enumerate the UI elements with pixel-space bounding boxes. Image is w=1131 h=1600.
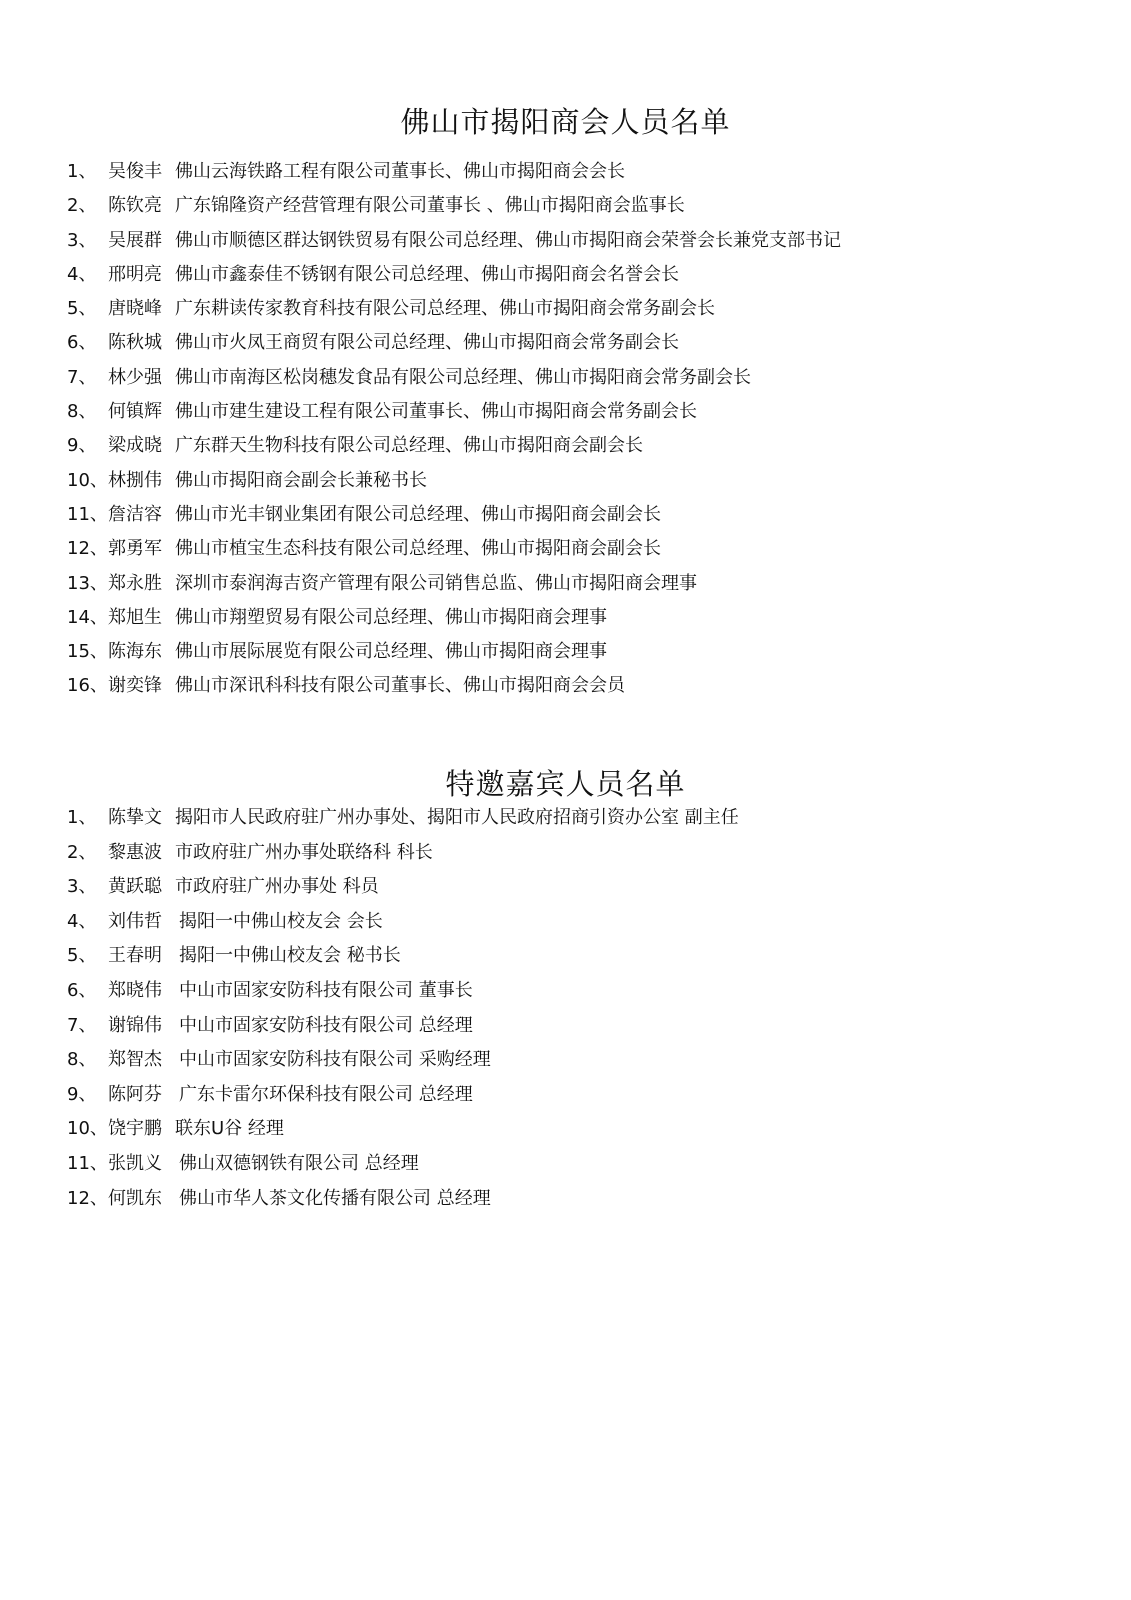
item-number: 5、 <box>67 298 97 320</box>
item-number: 12、 <box>67 538 108 560</box>
member-position: 深圳市泰润海吉资产管理有限公司销售总监、佛山市揭阳商会理事 <box>175 572 697 594</box>
member-name: 吴展群 <box>108 229 162 251</box>
member-name: 郭勇军 <box>108 538 162 560</box>
item-number: 1、 <box>67 807 97 828</box>
guest-name: 郑智杰 <box>108 1049 162 1071</box>
item-number: 7、 <box>67 366 97 388</box>
item-number: 6、 <box>67 332 97 354</box>
guest-position: 市政府驻广州办事处 科员 <box>175 876 379 898</box>
member-name: 谢奕锋 <box>108 675 162 697</box>
member-position: 佛山市翔塑贸易有限公司总经理、佛山市揭阳商会理事 <box>175 606 607 628</box>
guest-position: 佛山市华人茶文化传播有限公司 总经理 <box>179 1187 491 1209</box>
item-number: 2、 <box>67 841 97 863</box>
member-name: 吴俊丰 <box>108 161 162 182</box>
guest-list-title: 特邀嘉宾人员名单 <box>445 767 686 801</box>
member-position: 佛山市揭阳商会副会长兼秘书长 <box>175 469 427 491</box>
item-number: 1、 <box>67 161 97 182</box>
guest-position: 揭阳一中佛山校友会 秘书长 <box>179 945 401 967</box>
member-position: 佛山市南海区松岗穗发食品有限公司总经理、佛山市揭阳商会常务副会长 <box>175 366 751 388</box>
member-name: 詹洁容 <box>108 503 162 525</box>
guest-position: 揭阳市人民政府驻广州办事处、揭阳市人民政府招商引资办公室 副主任 <box>175 807 739 828</box>
member-name: 林少强 <box>108 366 162 388</box>
member-position: 广东锦隆资产经营管理有限公司董事长 、佛山市揭阳商会监事长 <box>175 195 685 217</box>
guest-position: 中山市固家安防科技有限公司 董事长 <box>179 979 473 1001</box>
member-name: 郑永胜 <box>108 572 162 594</box>
member-position: 广东群天生物科技有限公司总经理、佛山市揭阳商会副会长 <box>175 435 643 457</box>
item-number: 10、 <box>67 1118 108 1140</box>
member-name: 陈海东 <box>108 641 162 663</box>
member-position: 广东耕读传家教育科技有限公司总经理、佛山市揭阳商会常务副会长 <box>175 298 715 320</box>
member-name: 邢明亮 <box>108 263 162 285</box>
member-position: 佛山市植宝生态科技有限公司总经理、佛山市揭阳商会副会长 <box>175 538 661 560</box>
guest-name: 何凯东 <box>108 1187 162 1209</box>
guest-position: 市政府驻广州办事处联络科 科长 <box>175 841 433 863</box>
member-position: 佛山市鑫泰佳不锈钢有限公司总经理、佛山市揭阳商会名誉会长 <box>175 263 679 285</box>
member-name: 唐晓峰 <box>108 298 162 320</box>
item-number: 15、 <box>67 641 108 663</box>
guest-name: 谢锦伟 <box>108 1014 162 1036</box>
guest-position: 揭阳一中佛山校友会 会长 <box>179 910 383 932</box>
member-name: 陈钦亮 <box>108 195 162 217</box>
guest-name: 饶宇鹏 <box>108 1118 162 1140</box>
member-list-title: 佛山市揭阳商会人员名单 <box>400 105 731 139</box>
member-name: 郑旭生 <box>108 606 162 628</box>
item-number: 9、 <box>67 1083 97 1105</box>
member-position: 佛山市光丰钢业集团有限公司总经理、佛山市揭阳商会副会长 <box>175 503 661 525</box>
item-number: 16、 <box>67 675 108 697</box>
guest-name: 陈阿芬 <box>108 1083 162 1105</box>
item-number: 13、 <box>67 572 108 594</box>
item-number: 14、 <box>67 606 108 628</box>
guest-name: 黎惠波 <box>108 841 162 863</box>
member-name: 陈秋城 <box>108 332 162 354</box>
member-position: 佛山云海铁路工程有限公司董事长、佛山市揭阳商会会长 <box>175 161 625 182</box>
item-number: 11、 <box>67 503 108 525</box>
member-position: 佛山市深讯科科技有限公司董事长、佛山市揭阳商会会员 <box>175 675 625 697</box>
item-number: 6、 <box>67 979 97 1001</box>
member-position: 佛山市展际展览有限公司总经理、佛山市揭阳商会理事 <box>175 641 607 663</box>
item-number: 3、 <box>67 876 97 898</box>
item-number: 7、 <box>67 1014 97 1036</box>
guest-position: 佛山双德钢铁有限公司 总经理 <box>179 1152 419 1174</box>
item-number: 11、 <box>67 1152 108 1174</box>
item-number: 2、 <box>67 195 97 217</box>
member-name: 林捌伟 <box>108 469 162 491</box>
guest-position: 中山市固家安防科技有限公司 采购经理 <box>179 1049 491 1071</box>
item-number: 8、 <box>67 401 97 423</box>
guest-name: 张凯义 <box>108 1152 162 1174</box>
item-number: 8、 <box>67 1049 97 1071</box>
guest-name: 陈挚文 <box>108 807 162 828</box>
item-number: 12、 <box>67 1187 108 1209</box>
item-number: 4、 <box>67 263 97 285</box>
item-number: 3、 <box>67 229 97 251</box>
member-name: 何镇辉 <box>108 401 162 423</box>
item-number: 9、 <box>67 435 97 457</box>
item-number: 10、 <box>67 469 108 491</box>
guest-name: 郑晓伟 <box>108 979 162 1001</box>
item-number: 4、 <box>67 910 97 932</box>
member-position: 佛山市建生建设工程有限公司董事长、佛山市揭阳商会常务副会长 <box>175 401 697 423</box>
item-number: 5、 <box>67 945 97 967</box>
member-name: 梁成晓 <box>108 435 162 457</box>
guest-name: 黄跃聪 <box>108 876 162 898</box>
guest-position: 中山市固家安防科技有限公司 总经理 <box>179 1014 473 1036</box>
guest-name: 王春明 <box>108 945 162 967</box>
guest-name: 刘伟哲 <box>108 910 162 932</box>
member-position: 佛山市火凤王商贸有限公司总经理、佛山市揭阳商会常务副会长 <box>175 332 679 354</box>
member-position: 佛山市顺德区群达钢铁贸易有限公司总经理、佛山市揭阳商会荣誉会长兼党支部书记 <box>175 229 841 251</box>
guest-position: 广东卡雷尔环保科技有限公司 总经理 <box>179 1083 473 1105</box>
guest-position: 联东U谷 经理 <box>175 1118 284 1140</box>
